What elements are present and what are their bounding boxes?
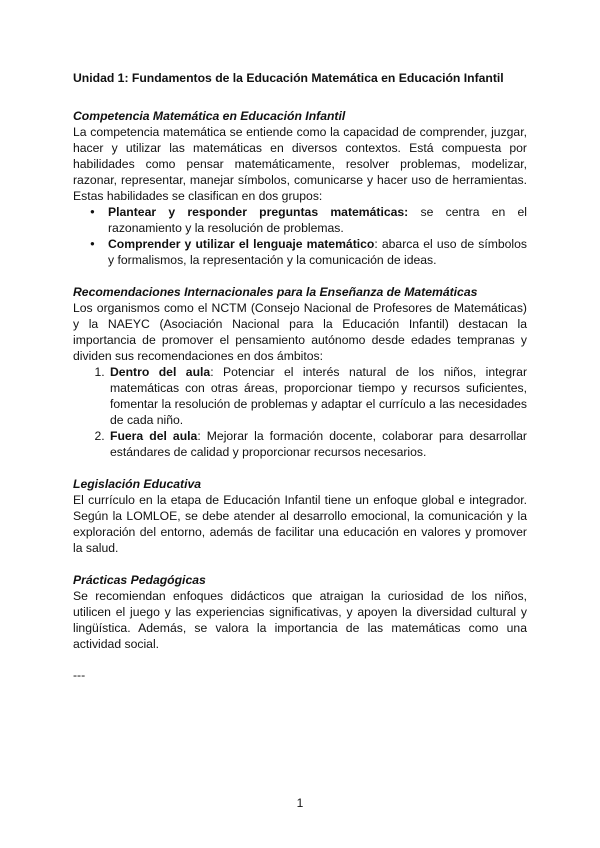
section-legislacion: [73, 476, 527, 556]
section-practicas: [73, 572, 527, 652]
section-competencia: [73, 108, 527, 268]
section-recomendaciones: [73, 284, 527, 460]
list-item: [108, 236, 527, 268]
section-heading: Prácticas Pedagógicas: [73, 573, 206, 587]
section-heading: Competencia Matemática en Educación Infantil: [73, 109, 346, 123]
list-item-bold: Dentro del aula: [110, 365, 211, 379]
list-item-bold: Fuera del aula: [110, 429, 198, 443]
list-item-text: : Potenciar el interés natural de los niños, integrar matemáticas con otras áreas, proporcionar tiempo y recursos suficientes, fomentar la resolución de problemas y adaptar el currículo a las necesidades de cada niño.: [110, 365, 527, 427]
document-title: Unidad 1: Fundamentos de la Educación Matemática en Educación Infantil: [73, 71, 504, 85]
section-paragraph: El currículo en la etapa de Educación Infantil tiene un enfoque global e integrador. Según la LOMLOE, se debe atender al desarrollo emocional, la comunicación y la exploración del entorno, además de facilitar una educación en valores y promover la salud.: [73, 493, 527, 555]
list-item-text: : abarca el uso de símbolos y formalismos, la representación y la comunicación de ideas.: [108, 237, 528, 267]
numbered-list: [73, 364, 527, 460]
list-item-text: se centra en el razonamiento y la resolución de problemas.: [108, 205, 527, 235]
separator: ---: [73, 668, 86, 682]
list-item: [108, 364, 527, 428]
page-number: 1: [296, 796, 304, 810]
document-body: [73, 70, 527, 682]
section-paragraph: Los organismos como el NCTM (Consejo Nacional de Profesores de Matemáticas) y la NAEYC (Asociación Nacional para la Educación Infantil) destacan la importancia de promover el pensamiento autónomo desde edades tempranas y dividen sus recomendaciones en dos ámbitos:: [73, 301, 527, 363]
bullet-list: [73, 204, 527, 268]
list-item: [108, 428, 527, 460]
section-heading: Recomendaciones Internacionales para la Enseñanza de Matemáticas: [73, 285, 478, 299]
section-paragraph: La competencia matemática se entiende como la capacidad de comprender, juzgar, hacer y utilizar las matemáticas en diversos contextos. Está compuesta por habilidades como pensar matemáticamente, resolver problemas, modelizar, razonar, representar, manejar símbolos, comunicarse y hacer uso de herramientas. Estas habilidades se clasifican en dos grupos:: [73, 125, 527, 203]
section-paragraph: Se recomiendan enfoques didácticos que atraigan la curiosidad de los niños, utilicen el juego y las experiencias significativas, y apoyen la diversidad cultural y lingüística. Además, se valora la importancia de las matemáticas como una actividad social.: [73, 589, 527, 651]
list-item-bold: Plantear y responder preguntas matemáticas:: [108, 205, 409, 219]
list-item-bold: Comprender y utilizar el lenguaje matemático: [108, 237, 375, 251]
list-item: [108, 204, 527, 236]
list-item-text: : Mejorar la formación docente, colaborar para desarrollar estándares de calidad y proporcionar recursos necesarios.: [110, 429, 527, 459]
section-heading: Legislación Educativa: [73, 477, 202, 491]
